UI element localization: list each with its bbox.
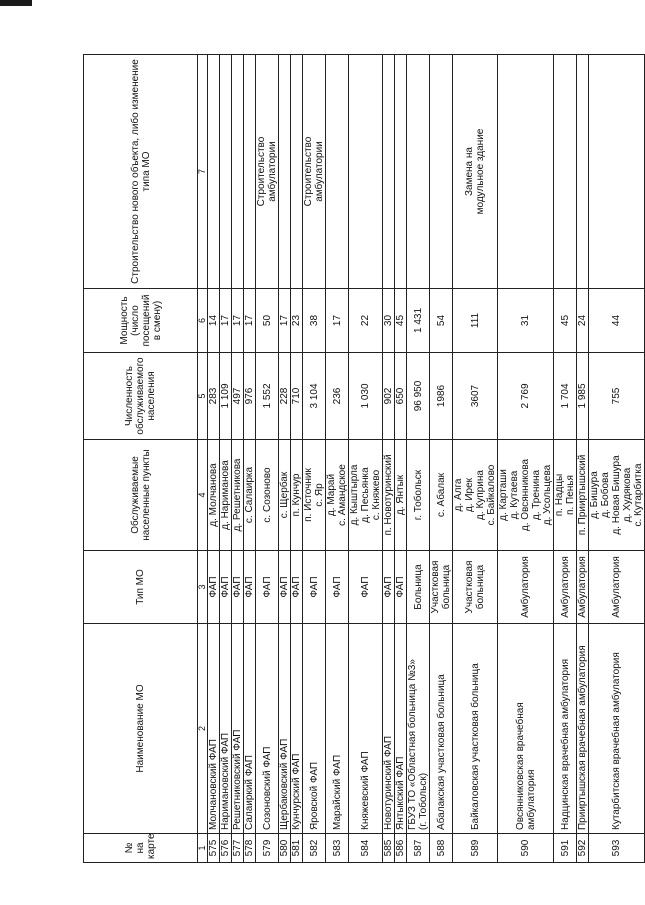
cell-capacity: 38 — [303, 289, 326, 353]
table-body — [208, 55, 645, 863]
cell-served-settlements-line: д. Решетникова — [232, 458, 243, 532]
table-row — [291, 55, 303, 863]
cell-facility-name-line: (г. Тобольск) — [418, 772, 429, 830]
cell-served-settlements — [326, 440, 349, 551]
cell-population: 976 — [244, 353, 256, 440]
cell-population: 1 109 — [220, 353, 232, 440]
cell-served-settlements-line: п. Прииртышский — [577, 454, 588, 536]
cell-facility-name-line: Абалакская участковая больница — [435, 674, 447, 830]
cell-construction-note — [291, 55, 303, 289]
cell-served-settlements — [244, 440, 256, 551]
cell-facility-name — [326, 624, 349, 834]
cell-facility-name — [383, 624, 395, 834]
cell-number: 586 — [395, 834, 407, 863]
cell-served-settlements-line: д. Молчанова — [208, 463, 219, 527]
cell-construction-note — [244, 55, 256, 289]
cell-construction-note-line: Строительство — [303, 136, 314, 207]
cell-facility-type — [383, 551, 395, 624]
cell-facility-type-line: больница — [441, 564, 452, 610]
cell-number: 579 — [256, 834, 279, 863]
cell-number: 588 — [430, 834, 453, 863]
cell-capacity: 45 — [554, 289, 577, 353]
cell-facility-type — [256, 551, 279, 624]
medical-facilities-table — [83, 54, 645, 863]
column-number: 5 — [198, 353, 208, 440]
cell-facility-name-line: Янтыкский ФАП — [395, 756, 406, 830]
header-cell: Тип МО — [84, 551, 198, 624]
cell-served-settlements-line: д. Алга — [453, 478, 464, 512]
table-row — [303, 55, 326, 863]
cell-served-settlements-line: п. Кунчур — [291, 473, 302, 517]
cell-construction-note — [220, 55, 232, 289]
cell-capacity: 44 — [589, 289, 645, 353]
table-row — [589, 55, 645, 863]
cell-served-settlements — [577, 440, 589, 551]
table-row — [453, 55, 498, 863]
cell-number: 578 — [244, 834, 256, 863]
cell-facility-type-line: Участковая — [464, 560, 475, 614]
cell-facility-name — [577, 624, 589, 834]
cell-served-settlements-line: д. Песьянка — [360, 467, 371, 523]
cell-facility-name-line: Наримановский ФАП — [220, 732, 231, 830]
cell-construction-note — [407, 55, 430, 289]
cell-construction-note-line: Строительство — [256, 136, 267, 207]
cell-facility-type-line: ФАП — [360, 576, 371, 598]
column-number: 6 — [198, 289, 208, 353]
cell-served-settlements-line: с. Кутарбитка — [633, 463, 644, 527]
cell-number: 581 — [291, 834, 303, 863]
cell-served-settlements-line: с. Байкалово — [486, 464, 497, 526]
cell-population: 1986 — [430, 353, 453, 440]
cell-facility-name-line: амбулатория — [525, 769, 537, 830]
cell-facility-type — [208, 551, 220, 624]
cell-served-settlements-line: г. Тобольск — [412, 469, 424, 521]
cell-served-settlements — [349, 440, 383, 551]
cell-served-settlements — [220, 440, 232, 551]
cell-facility-name-line: Новотуринский ФАП — [383, 735, 394, 830]
cell-number: 580 — [279, 834, 291, 863]
cell-capacity: 45 — [395, 289, 407, 353]
cell-served-settlements-line: с. Абалак — [435, 472, 447, 518]
header-cell: Обслуживаемые населенные пункты — [84, 440, 198, 551]
header-cell: Строительство нового объекта, либо изменение типа МО — [84, 55, 198, 289]
cell-served-settlements-line: д. Нариманова — [220, 460, 231, 530]
cell-facility-type-line: Больница — [412, 564, 424, 610]
cell-capacity: 30 — [383, 289, 395, 353]
cell-facility-type — [232, 551, 244, 624]
cell-facility-name — [589, 624, 645, 834]
cell-facility-name — [244, 624, 256, 834]
cell-served-settlements — [589, 440, 645, 551]
cell-facility-type — [244, 551, 256, 624]
cell-facility-type — [430, 551, 453, 624]
cell-facility-name-line: Созоновский ФАП — [261, 746, 273, 830]
cell-facility-type — [554, 551, 577, 624]
cell-capacity: 14 — [208, 289, 220, 353]
cell-served-settlements — [395, 440, 407, 551]
table-header-row — [84, 55, 198, 863]
cell-facility-type — [498, 551, 554, 624]
cell-facility-type-line: Амбулатория — [577, 556, 588, 618]
cell-served-settlements — [208, 440, 220, 551]
header-cell: Наименование МО — [84, 624, 198, 834]
cell-population: 2 769 — [498, 353, 554, 440]
cell-construction-note — [326, 55, 349, 289]
cell-capacity: 1 431 — [407, 289, 430, 353]
cell-population: 236 — [326, 353, 349, 440]
cell-number: 575 — [208, 834, 220, 863]
table-row — [407, 55, 430, 863]
cell-served-settlements-line: с. Салаирка — [244, 466, 255, 524]
cell-facility-type — [279, 551, 291, 624]
cell-population: 3607 — [453, 353, 498, 440]
cell-served-settlements-line: п. Новотуринский — [383, 454, 394, 536]
cell-capacity: 17 — [279, 289, 291, 353]
cell-number: 592 — [577, 834, 589, 863]
cell-facility-name — [395, 624, 407, 834]
cell-construction-note-line: амбулатории — [267, 141, 278, 202]
cell-served-settlements-line: д. Кыштырла — [349, 464, 360, 526]
cell-facility-name-line: Байкаловская участковая больница — [469, 663, 481, 830]
cell-facility-type-line: ФАП — [208, 576, 219, 598]
cell-facility-type — [303, 551, 326, 624]
cell-facility-name — [232, 624, 244, 834]
cell-facility-name — [498, 624, 554, 834]
cell-facility-name — [554, 624, 577, 834]
cell-number: 583 — [326, 834, 349, 863]
cell-served-settlements-line: п. Пенья — [565, 475, 576, 515]
cell-construction-note — [554, 55, 577, 289]
column-number-row — [198, 55, 208, 863]
table-row — [577, 55, 589, 863]
cell-facility-name — [430, 624, 453, 834]
cell-capacity: 17 — [244, 289, 256, 353]
cell-capacity: 17 — [220, 289, 232, 353]
cell-capacity: 111 — [453, 289, 498, 353]
cell-served-settlements — [232, 440, 244, 551]
cell-facility-name-line: Молчановский ФАП — [208, 739, 219, 830]
cell-construction-note — [232, 55, 244, 289]
cell-facility-type-line: ФАП — [232, 576, 243, 598]
cell-served-settlements — [430, 440, 453, 551]
table-row — [498, 55, 554, 863]
cell-facility-type-line: ФАП — [395, 576, 406, 598]
cell-number: 577 — [232, 834, 244, 863]
cell-facility-type — [589, 551, 645, 624]
cell-facility-name — [220, 624, 232, 834]
cell-construction-note — [279, 55, 291, 289]
cell-population: 1 704 — [554, 353, 577, 440]
cell-served-settlements-line: д. Худякова — [622, 467, 633, 523]
cell-facility-name-line: Овсянниковская врачебная — [514, 702, 526, 830]
cell-facility-type — [326, 551, 349, 624]
cell-number: 582 — [303, 834, 326, 863]
cell-served-settlements-line: д. Усольцева — [542, 464, 553, 526]
cell-facility-type-line: ФАП — [383, 576, 394, 598]
cell-capacity: 23 — [291, 289, 303, 353]
cell-facility-type — [395, 551, 407, 624]
cell-facility-name-line: Прииртышская врачебная амбулатория — [577, 645, 588, 830]
scan-corner-mark — [0, 0, 32, 6]
cell-facility-type — [407, 551, 430, 624]
cell-facility-name — [453, 624, 498, 834]
cell-construction-note — [349, 55, 383, 289]
cell-served-settlements-line: д. Бобова — [600, 472, 611, 518]
cell-facility-type — [220, 551, 232, 624]
cell-facility-type — [577, 551, 589, 624]
cell-facility-name-line: ГБУЗ ТО «Областная больница №3» — [407, 659, 418, 830]
cell-served-settlements-line: с. Созоново — [261, 467, 273, 523]
rotated-table-container — [83, 55, 644, 863]
cell-number: 584 — [349, 834, 383, 863]
cell-population: 1 552 — [256, 353, 279, 440]
cell-served-settlements — [303, 440, 326, 551]
cell-facility-type-line: ФАП — [331, 576, 343, 598]
cell-served-settlements — [554, 440, 577, 551]
cell-facility-type-line: Участковая — [430, 560, 441, 614]
cell-served-settlements — [291, 440, 303, 551]
cell-capacity: 24 — [577, 289, 589, 353]
cell-number: 591 — [554, 834, 577, 863]
cell-facility-name — [291, 624, 303, 834]
table-row — [383, 55, 395, 863]
cell-facility-name-line: Салаиркий ФАП — [244, 755, 255, 830]
cell-construction-note — [498, 55, 554, 289]
cell-facility-type-line: ФАП — [244, 576, 255, 598]
cell-capacity: 50 — [256, 289, 279, 353]
table-row — [220, 55, 232, 863]
cell-served-settlements-line: п. Источник — [303, 468, 314, 522]
cell-facility-type-line: Амбулатория — [559, 556, 571, 618]
cell-facility-name — [349, 624, 383, 834]
cell-served-settlements — [407, 440, 430, 551]
table-row — [554, 55, 577, 863]
table-row — [279, 55, 291, 863]
cell-facility-type-line: ФАП — [220, 576, 231, 598]
cell-population: 283 — [208, 353, 220, 440]
cell-facility-name — [279, 624, 291, 834]
cell-capacity: 31 — [498, 289, 554, 353]
cell-number: 587 — [407, 834, 430, 863]
cell-facility-name-line: Княжевский ФАП — [360, 751, 371, 830]
cell-number: 576 — [220, 834, 232, 863]
cell-facility-name-line: Решетниковский ФАП — [232, 729, 243, 830]
cell-construction-note-line: амбулатории — [314, 141, 325, 202]
cell-facility-name — [256, 624, 279, 834]
cell-facility-type-line: Амбулатория — [520, 556, 531, 618]
cell-facility-name-line: Яровской ФАП — [308, 761, 320, 830]
column-number: 4 — [198, 440, 208, 551]
column-number: 7 — [198, 55, 208, 289]
cell-facility-name — [303, 624, 326, 834]
cell-served-settlements-line: д. Ирек — [464, 477, 475, 513]
cell-served-settlements-line: п. Надцы — [554, 473, 565, 517]
cell-construction-note-line: Замена на — [464, 147, 475, 196]
cell-population: 710 — [291, 353, 303, 440]
cell-construction-note-line: модульное здание — [475, 128, 486, 215]
header-cell: Мощность (число посещений в смену) — [84, 289, 198, 353]
cell-facility-type-line: Амбулатория — [611, 556, 622, 618]
cell-construction-note — [383, 55, 395, 289]
cell-served-settlements-line: д. Бишура — [589, 471, 600, 519]
cell-served-settlements — [453, 440, 498, 551]
cell-facility-name — [407, 624, 430, 834]
cell-population: 755 — [589, 353, 645, 440]
cell-facility-name — [208, 624, 220, 834]
cell-population: 228 — [279, 353, 291, 440]
cell-served-settlements — [256, 440, 279, 551]
cell-population: 1 030 — [349, 353, 383, 440]
cell-facility-name-line: Кутарбитская врачебная амбулатория — [611, 652, 622, 830]
cell-construction-note — [577, 55, 589, 289]
cell-population: 650 — [395, 353, 407, 440]
cell-population: 497 — [232, 353, 244, 440]
cell-capacity: 17 — [232, 289, 244, 353]
cell-served-settlements — [383, 440, 395, 551]
cell-facility-type-line: ФАП — [261, 576, 273, 598]
cell-served-settlements-line: д. Марай — [326, 473, 337, 517]
cell-population: 3 104 — [303, 353, 326, 440]
cell-number: 585 — [383, 834, 395, 863]
cell-facility-type-line: ФАП — [308, 576, 320, 598]
cell-served-settlements-line: д. Карташи — [498, 469, 509, 521]
cell-served-settlements — [279, 440, 291, 551]
table-row — [256, 55, 279, 863]
cell-population: 96 950 — [407, 353, 430, 440]
cell-population: 902 — [383, 353, 395, 440]
cell-served-settlements-line: с. Яр — [314, 483, 325, 507]
cell-served-settlements-line: д. Тренина — [531, 469, 542, 521]
cell-served-settlements-line: д. Янтык — [395, 474, 406, 516]
cell-facility-type-line: больница — [475, 564, 486, 610]
table-row — [244, 55, 256, 863]
cell-facility-name-line: Надцинская врачебная амбулатория — [559, 658, 571, 830]
cell-facility-type-line: ФАП — [291, 576, 302, 598]
cell-served-settlements-line: д. Куприна — [475, 470, 486, 520]
cell-construction-note — [453, 55, 498, 289]
cell-construction-note — [589, 55, 645, 289]
cell-capacity: 54 — [430, 289, 453, 353]
cell-served-settlements-line: д. Овсянникова — [520, 458, 531, 532]
column-number: 3 — [198, 551, 208, 624]
cell-number: 589 — [453, 834, 498, 863]
cell-served-settlements-line: д. Кутаева — [509, 470, 520, 520]
cell-served-settlements-line: д. Новая Бишура — [611, 455, 622, 535]
cell-served-settlements — [498, 440, 554, 551]
cell-capacity: 22 — [349, 289, 383, 353]
cell-served-settlements-line: с. Княжево — [371, 469, 382, 521]
cell-served-settlements-line: с. Амандское — [337, 464, 348, 526]
header-cell: № на карте — [84, 834, 198, 863]
cell-population: 1 985 — [577, 353, 589, 440]
column-number: 1 — [198, 834, 208, 863]
cell-facility-name-line: Кунчурский ФАП — [291, 753, 302, 830]
cell-construction-note — [303, 55, 326, 289]
cell-facility-name-line: Марайский ФАП — [331, 754, 343, 830]
cell-number: 593 — [589, 834, 645, 863]
cell-facility-type — [291, 551, 303, 624]
cell-facility-type-line: ФАП — [279, 576, 290, 598]
column-number: 2 — [198, 624, 208, 834]
table-row — [232, 55, 244, 863]
table-row — [349, 55, 383, 863]
table-row — [430, 55, 453, 863]
cell-capacity: 17 — [326, 289, 349, 353]
cell-facility-type — [349, 551, 383, 624]
table-row — [326, 55, 349, 863]
cell-construction-note — [256, 55, 279, 289]
table-row — [395, 55, 407, 863]
cell-construction-note — [430, 55, 453, 289]
table-row — [208, 55, 220, 863]
cell-number: 590 — [498, 834, 554, 863]
header-cell: Численность обслуживаемого населения — [84, 353, 198, 440]
cell-served-settlements-line: с. Щербак — [279, 471, 290, 519]
cell-facility-type — [453, 551, 498, 624]
cell-construction-note — [208, 55, 220, 289]
cell-construction-note — [395, 55, 407, 289]
cell-facility-name-line: Щербаковский ФАП — [279, 738, 290, 830]
